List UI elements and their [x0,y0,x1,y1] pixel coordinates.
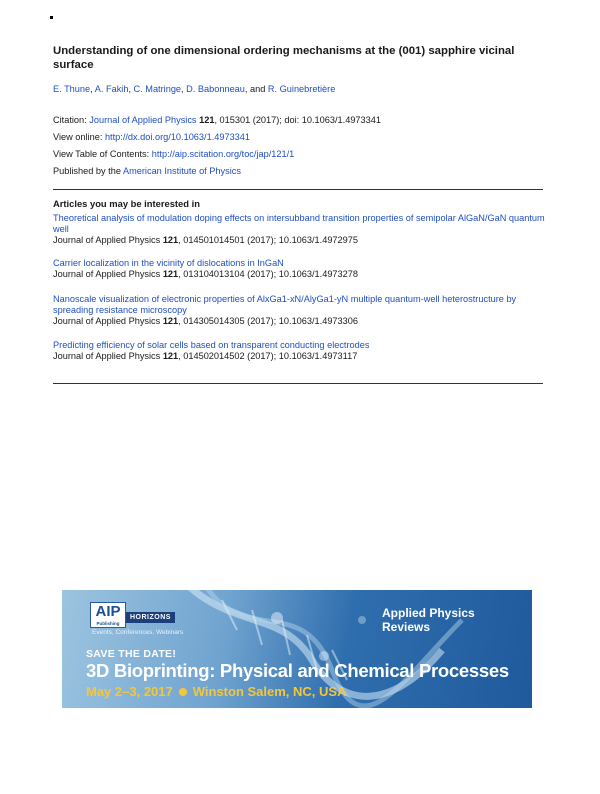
author-link[interactable]: R. Guinebretière [267,84,336,94]
author-link[interactable]: D. Babonneau [186,84,245,94]
author-link[interactable]: E. Thune [53,84,91,94]
journal-name [382,606,475,634]
journal-name-line1: Applied Physics [382,606,475,620]
doi-link[interactable]: http://dx.doi.org/10.1063/1.4973341 [104,132,251,142]
publisher-link[interactable]: American Institute of Physics [122,166,241,176]
event-dates: May 2–3, 2017 [86,684,173,699]
toc-line [53,149,294,159]
related-article-details: , 014501014501 (2017); 10.1063/1.4972975 [178,235,358,245]
article-title: Understanding of one dimensional ordering mechanisms at the (001) sapphire vicinal surface [53,45,515,71]
publisher-line [53,166,241,176]
related-article-journal: Journal of Applied Physics [53,351,161,361]
related-article [53,258,553,280]
related-article-journal: Journal of Applied Physics [53,316,161,326]
toc-label: View Table of Contents: [53,149,150,159]
related-article-title-link[interactable]: Predicting efficiency of solar cells based on transparent conducting electrodes [53,340,370,350]
related-article-journal: Journal of Applied Physics [53,269,161,279]
citation-label: Citation: [53,115,87,125]
aip-logo-subtext: Publishing [96,621,120,626]
ad-banner[interactable] [62,590,532,708]
journal-name-line2: Reviews [382,620,431,634]
save-the-date: SAVE THE DATE! [86,648,177,660]
authors-conjunction: , and [244,84,266,94]
page-marker [50,16,53,19]
related-article-volume: 121 [162,235,179,245]
view-online-line [53,132,250,142]
banner-tagline: Events, Conferences, Webinars [92,629,184,636]
author-link[interactable]: C. Matringe [133,84,182,94]
related-article-volume: 121 [162,351,179,361]
horizons-label: HORIZONS [126,612,175,623]
related-article-details: , 014305014305 (2017); 10.1063/1.4973306 [178,316,358,326]
related-article-journal: Journal of Applied Physics [53,235,161,245]
citation-journal-link[interactable]: Journal of Applied Physics [89,115,197,125]
published-label: Published by the [53,166,121,176]
related-article-details: , 013104013104 (2017); 10.1063/1.4973278 [178,269,358,279]
related-article-title-link[interactable]: Nanoscale visualization of electronic properties of AlxGa1-xN/AlyGa1-yN multiple quantum-well heterostructure by spreading resistance microscopy [53,294,517,315]
event-dates-line [86,684,346,699]
related-article [53,213,553,246]
aip-logo-text: AIP [95,603,121,620]
citation-line [53,115,381,125]
citation-volume: 121 [199,115,215,125]
event-title: 3D Bioprinting: Physical and Chemical Processes [86,660,509,681]
author-link[interactable]: A. Fakih [94,84,129,94]
author-list: E. Thune, A. Fakih, C. Matringe, D. Babonneau, and R. Guinebretière [53,84,336,94]
divider-bottom [53,383,543,384]
related-article [53,294,553,327]
related-article-details: , 014502014502 (2017); 10.1063/1.4973117 [178,351,358,361]
related-article-title-link[interactable]: Carrier localization in the vicinity of dislocations in InGaN [53,258,284,268]
aip-logo [90,602,126,628]
related-article-volume: 121 [162,316,179,326]
related-articles-heading: Articles you may be interested in [53,198,200,209]
divider-top [53,189,543,190]
bullet-icon [179,688,187,696]
view-online-label: View online: [53,132,103,142]
related-article-volume: 121 [162,269,179,279]
related-article-title-link[interactable]: Theoretical analysis of modulation doping effects on intersubband transition properties of semipolar AlGaN/GaN quantum well [53,213,545,234]
event-location: Winston Salem, NC, USA [192,684,347,699]
citation-details: , 015301 (2017); doi: 10.1063/1.4973341 [214,115,381,125]
toc-link[interactable]: http://aip.scitation.org/toc/jap/121/1 [151,149,295,159]
related-article [53,340,553,362]
